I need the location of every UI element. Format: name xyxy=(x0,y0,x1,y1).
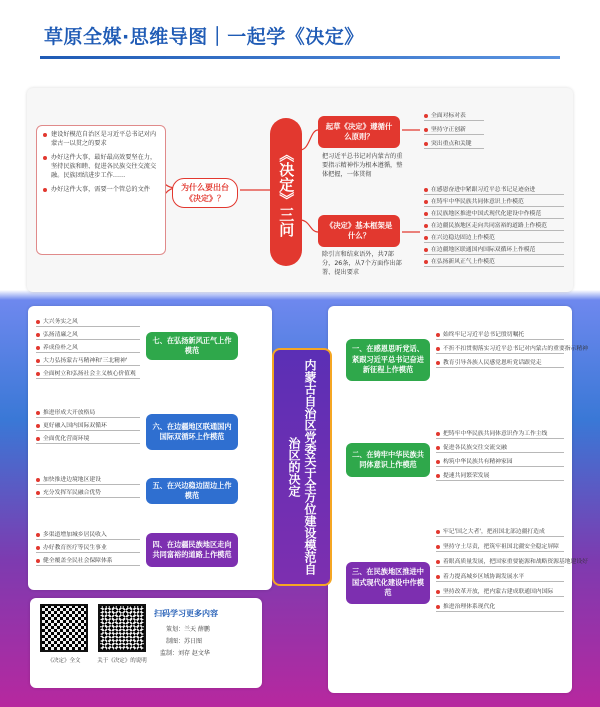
branch-4-node: 四、在边疆民族地区走向共同富裕的道路上作模范 xyxy=(146,533,238,567)
b1-leaf: 始终牢记习近平总书记殷切嘱托 xyxy=(436,331,564,340)
why-item: 办好这件大事，需要一个管总的文件 xyxy=(43,185,159,194)
b4-leaf: 健全覆盖全民社会保障体系 xyxy=(36,557,140,566)
b7-leaf: 大力弘扬蒙古马精神和'三北精神' xyxy=(36,357,140,366)
credit-line: 策划：兰天 薛鹏 xyxy=(166,626,210,633)
bottom-center-node xyxy=(272,348,332,586)
why-item: 建设好模范自治区是习近平总书记对内蒙古一以贯之的要求 xyxy=(43,130,159,148)
branch-7-node: 七、在弘扬新风正气上作模范 xyxy=(146,332,238,360)
principle-caption: 把习近平总书记对内蒙古的重要指示精神作为根本遵循，整体把握，一体贯彻 xyxy=(322,153,403,178)
b6-leaf: 全面优化营商环境 xyxy=(36,435,140,444)
frame-item: 在感恩奋进中紧跟习近平总书记足迹奋进 xyxy=(424,186,564,195)
branch-6-node: 六、在边疆地区联通国内国际双循环上作模范 xyxy=(146,414,238,450)
b2-leaf: 构筑中华民族共有精神家园 xyxy=(436,458,564,467)
branch-1-node: 一、在感恩思听党话、紧跟习近平总书记奋进新征程上作模范 xyxy=(346,339,430,381)
principle-item: 突出重点和关键 xyxy=(424,140,484,149)
frame-caption: 除引言和结束语外，共7部分，26条，从7个方面作出部署、提出要求 xyxy=(322,251,402,276)
b2-leaf: 促进各民族交往交流交融 xyxy=(436,444,564,453)
question-why: 为什么要出台《决定》？ xyxy=(172,178,238,208)
question-frame: 《决定》基本框架是什么？ xyxy=(318,215,400,247)
b3-leaf: 着力提高城乡区域协调发展水平 xyxy=(436,573,564,582)
branch-5-node: 五、在兴边稳边固边上作模范 xyxy=(146,478,238,504)
frame-item: 在边疆地区联通国内国际双循环上作模范 xyxy=(424,246,564,255)
bottom-center-title: 内蒙古自治区党委关于全方位建设模范自治区的决定 xyxy=(287,359,317,575)
credit-line: 制图：苏日图 xyxy=(166,638,203,645)
credit-line: 监制：刘存 赵文华 xyxy=(160,650,210,657)
frame-item: 在弘扬新风正气上作模范 xyxy=(424,258,564,267)
page-title: 草原全媒·思维导图｜一起学《决定》 xyxy=(44,26,364,48)
branch-3-node: 三、在民族地区推进中国式现代化建设中作模范 xyxy=(346,562,430,604)
b6-leaf: 更好融入国内国际双循环 xyxy=(36,422,140,431)
qr-caption-left: 《决定》全文 xyxy=(47,658,81,664)
qr-caption-right: 关于《决定》的说明 xyxy=(97,658,147,664)
why-items-box xyxy=(36,125,166,255)
top-center-title: 《决定》三问 xyxy=(277,147,296,237)
frame-item: 在兴边稳边固边上作模范 xyxy=(424,234,564,243)
principle-item: 坚持守正创新 xyxy=(424,126,484,135)
scan-label: 扫码学习更多内容 xyxy=(154,609,218,618)
b7-leaf: 弘扬清廉之风 xyxy=(36,331,140,340)
b3-leaf: 牢记'国之大者'，把祖国北部边疆打造成 xyxy=(436,528,564,537)
b7-leaf: 养成俭朴之风 xyxy=(36,344,140,353)
frame-item: 在边疆民族地区走向共同富裕的道路上作模范 xyxy=(424,222,564,231)
b4-leaf: 多渠道增加城乡居民收入 xyxy=(36,531,140,540)
branch-2-node: 二、在铸牢中华民族共同体意识上作模范 xyxy=(346,443,430,477)
b3-leaf: 推进治理体系现代化 xyxy=(436,603,564,612)
qr-code-left[interactable] xyxy=(40,604,88,652)
b7-leaf: 全面树立和弘扬社会主义核心价值观 xyxy=(36,370,140,379)
b2-leaf: 提速共同繁荣发展 xyxy=(436,472,564,481)
b1-leaf: 教育引导各族人民感党恩听党话跟党走 xyxy=(436,359,564,368)
why-item: 办好这件大事，最好最高效要坚在力，坚持民族和睦、促进各民族交往交流交融。民族团结进步工作…… xyxy=(43,153,159,180)
b7-leaf: 大兴务实之风 xyxy=(36,318,140,327)
b5-leaf: 充分发挥军民融合优势 xyxy=(36,489,140,498)
b5-leaf: 加快推进边境地区建设 xyxy=(36,476,140,485)
top-center-node xyxy=(270,118,302,266)
b4-leaf: 办好教育医疗等民生事业 xyxy=(36,544,140,553)
b3-leaf: 坚持守土尽责，把筑牢祖国北疆安全稳定屏障 xyxy=(436,543,564,552)
frame-item: 在民族地区推进中国式现代化建设中作模范 xyxy=(424,210,564,219)
b2-leaf: 把铸牢中华民族共同体意识作为工作主线 xyxy=(436,430,564,439)
qr-code-right[interactable] xyxy=(98,604,146,652)
b3-leaf: 着眼高质量发展，把国家重要能源和战略资源基地建设好 xyxy=(436,558,564,567)
b6-leaf: 推进形成大开放格局 xyxy=(36,409,140,418)
principle-item: 全面对标对表 xyxy=(424,112,484,121)
frame-item: 在铸牢中华民族共同体意识上作模范 xyxy=(424,198,564,207)
b3-leaf: 坚持改革开放，把内蒙古建成联通国内国际 xyxy=(436,588,564,597)
b1-leaf: 不折不扣贯彻落实习近平总书记对内蒙古的重要指示精神 xyxy=(436,345,564,354)
question-principle: 起草《决定》遵循什么原则？ xyxy=(318,116,400,148)
